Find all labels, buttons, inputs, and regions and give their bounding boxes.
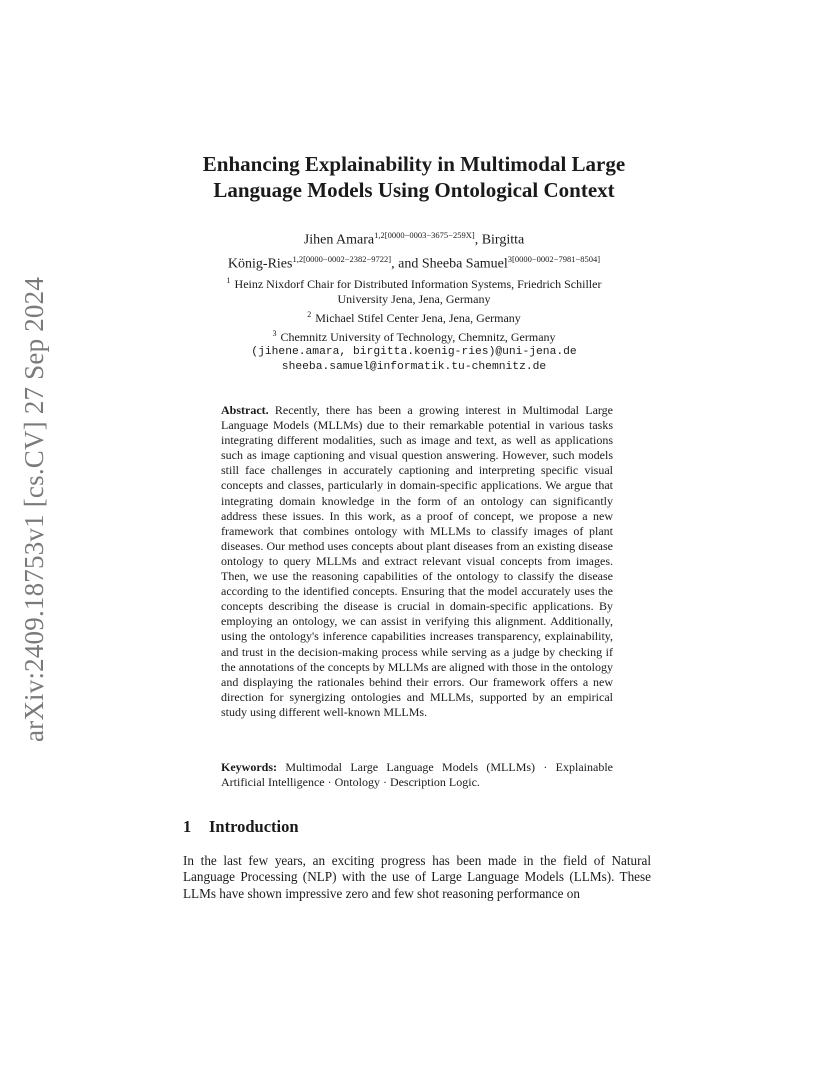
paper-title-line-2: Language Models Using Ontological Context — [213, 178, 615, 202]
keywords-paragraph — [221, 760, 613, 790]
affiliation-1-number: 1 — [226, 276, 231, 285]
affiliation-3-text: Chemnitz University of Technology, Chemnitz, Germany — [280, 330, 556, 344]
author-1-name: Jihen Amara — [303, 232, 375, 248]
abstract-label: Abstract. — [221, 403, 269, 417]
affiliation-3 — [160, 326, 668, 345]
author-1-affiliation-orcid: 1,2[0000−0003−3675−259X] — [374, 230, 475, 240]
abstract-paragraph — [221, 403, 613, 720]
email-line-2: sheeba.samuel@informatik.tu-chemnitz.de — [281, 361, 547, 373]
affiliation-list — [160, 273, 668, 375]
author-2-name-part-2: König-Ries — [227, 256, 293, 272]
section-title: Introduction — [209, 817, 299, 836]
arxiv-identifier-stamp — [20, 258, 50, 760]
author-3-affiliation-orcid: 3[0000−0002−7981−8504] — [507, 253, 601, 264]
affiliation-2-number: 2 — [307, 310, 312, 319]
paper-title — [150, 151, 678, 203]
section-heading-introduction — [183, 817, 299, 837]
keywords-label: Keywords: — [221, 760, 277, 774]
email-line-1: (jihene.amara, birgitta.koenig-ries)@uni-jena.de — [251, 346, 577, 358]
paper-title-line-1: Enhancing Explainability in Multimodal Large — [202, 152, 626, 176]
abstract-text: Recently, there has been a growing interest in Multimodal Large Language Models (MLLMs) due to their remarkable potential in various tasks integrating different modalities, such as image and text, as well as applications such as image captioning and visual question answering. However, such models still face challenges in accurately captioning and interpreting specific visual concepts and classes, particularly in domain-specific applications. We argue that integrating domain knowledge in the form of an ontology can significantly address these issues. In this work, as a proof of concept, we propose a new framework that combines ontology with MLLMs to classify images of plant diseases. Our method uses concepts about plant diseases from an existing disease ontology to query MLLMs and extract relevant visual concepts from images. Then, we use the reasoning capabilities of the ontology to classify the disease according to the identified concepts. Ensuring that the model accurately uses the concepts describing the disease is crucial in domain-specific applications. By employing an ontology, we can assist in verifying this alignment. Additionally, using the ontology's inference capabilities increases transparency, explainability, and trust in the decision-making process while serving as a judge by checking if the annotations of the concepts by MLLMs are aligned with those in the ontology and displaying the rationales behind their errors. Our framework offers a new direction for synergizing ontologies and MLLMs, supported by an empirical study using different well-known MLLMs. — [221, 403, 614, 719]
affiliation-2-text: Michael Stifel Center Jena, Jena, Germany — [315, 311, 521, 325]
author-list — [160, 226, 668, 273]
author-2-name-part-1: , Birgitta — [474, 232, 525, 248]
arxiv-identifier-text: arXiv:2409.18753v1 [cs.CV] 27 Sep 2024 — [19, 276, 50, 742]
author-2-affiliation-orcid: 1,2[0000−0002−2382−9722] — [292, 253, 392, 264]
affiliation-3-number: 3 — [272, 329, 277, 338]
affiliation-2 — [160, 307, 668, 326]
keywords-text: Multimodal Large Language Models (MLLMs) · Explainable Artificial Intelligence · Ontology · Description Logic. — [221, 760, 613, 790]
affiliation-1 — [160, 273, 668, 292]
affiliation-1-line-2: University Jena, Jena, Germany — [337, 292, 491, 306]
introduction-paragraph: In the last few years, an exciting progress has been made in the field of Natural Language Processing (NLP) with the use of Large Language Models (LLMs). These LLMs have shown impressive zero and few shot reasoning performance on — [183, 853, 651, 901]
affiliation-1-line-1: Heinz Nixdorf Chair for Distributed Information Systems, Friedrich Schiller — [234, 277, 602, 291]
author-3-name: , and Sheeba Samuel — [391, 256, 508, 272]
section-number: 1 — [183, 817, 192, 836]
